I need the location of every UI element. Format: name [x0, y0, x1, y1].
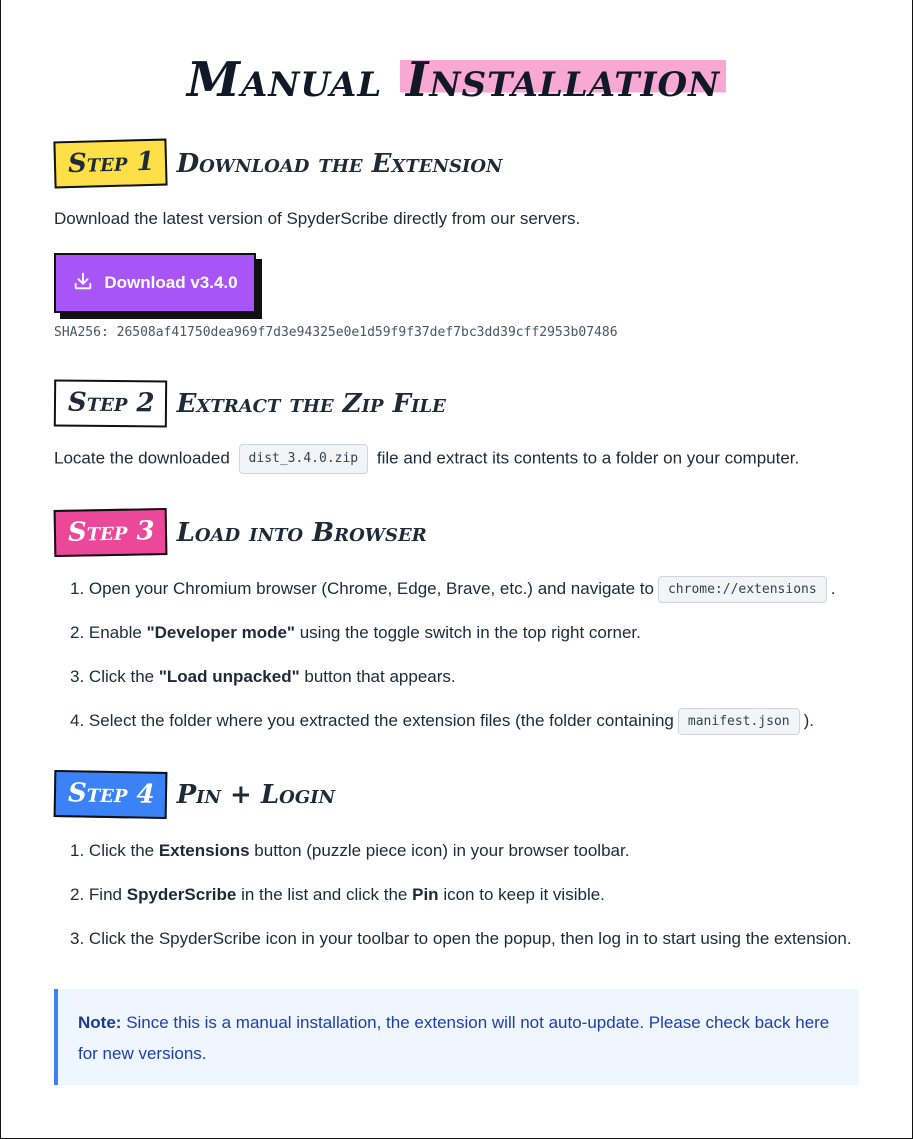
list-item-number: 2.	[70, 885, 85, 904]
spyderscribe-label: SpyderScribe	[126, 885, 237, 904]
list-item-text: Select the folder where you extracted the extension files (the folder containing	[88, 711, 674, 730]
download-button-label: Download v3.4.0	[104, 273, 238, 292]
list-item-text: Enable	[88, 623, 142, 642]
step1-badge: Step 1	[53, 139, 167, 189]
title-prefix: Manual	[186, 52, 383, 108]
list-item-number: 1.	[70, 579, 85, 598]
sha256-hash: SHA256: 26508af41750dea969f7d3e94325e0e1d59f9f37def7bc3dd39cff2953b07486	[54, 325, 618, 340]
step4-header	[54, 771, 335, 818]
developer-mode-label: "Developer mode"	[146, 623, 295, 642]
list-item-number: 2.	[70, 623, 85, 642]
list-item-text: Click the SpyderScribe icon in your toolbar to open the popup, then log in to start using the extension.	[88, 929, 852, 948]
list-item-text: button (puzzle piece icon) in your browser toolbar.	[254, 841, 630, 860]
list-item	[70, 829, 852, 873]
page-title	[0, 52, 913, 108]
list-item-text: Click the	[88, 667, 155, 686]
download-button[interactable]	[54, 253, 256, 313]
list-item-number: 3.	[70, 667, 85, 686]
list-item-text: ).	[803, 711, 815, 730]
title-highlight: Installation	[400, 52, 726, 108]
list-item-text: using the toggle switch in the top right corner.	[299, 623, 641, 642]
step3-list	[70, 567, 835, 743]
list-item	[70, 873, 852, 917]
manifest-json-code: manifest.json	[678, 708, 800, 735]
list-item-text: Find	[88, 885, 122, 904]
load-unpacked-label: "Load unpacked"	[158, 667, 300, 686]
note-label: Note:	[78, 1013, 122, 1032]
list-item-number: 3.	[70, 929, 85, 948]
step2-description	[54, 444, 799, 474]
list-item-text: button that appears.	[304, 667, 456, 686]
list-item-number: 4.	[70, 711, 85, 730]
step1-title: Download the Extension	[176, 148, 503, 179]
step3-badge: Step 3	[54, 508, 167, 557]
step1-description: Download the latest version of SpyderScribe directly from our servers.	[54, 209, 581, 228]
list-item-number: 1.	[70, 841, 85, 860]
pin-label: Pin	[412, 885, 439, 904]
list-item	[70, 699, 835, 743]
list-item-text: icon to keep it visible.	[443, 885, 605, 904]
list-item	[70, 611, 835, 655]
step2-text-before: Locate the downloaded	[54, 448, 230, 468]
step4-list	[70, 829, 852, 961]
list-item-text: Open your Chromium browser (Chrome, Edge, Brave, etc.) and navigate to	[88, 579, 654, 598]
note-text: Since this is a manual installation, the extension will not auto-update. Please check back here for new versions.	[78, 1013, 830, 1063]
list-item	[70, 567, 835, 611]
step2-badge: Step 2	[54, 380, 167, 428]
step2-title: Extract the Zip File	[176, 388, 446, 419]
list-item-text: Click the	[88, 841, 155, 860]
step4-title: Pin + Login	[176, 779, 336, 810]
zip-filename-code: dist_3.4.0.zip	[239, 444, 369, 474]
step3-title: Load into Browser	[176, 517, 427, 548]
step2-text-after: file and extract its contents to a folder on your computer.	[376, 448, 800, 468]
list-item	[70, 917, 852, 961]
list-item	[70, 655, 835, 699]
download-icon	[72, 270, 94, 297]
step4-badge: Step 4	[54, 770, 167, 819]
list-item-text: .	[830, 579, 836, 598]
note-callout	[54, 989, 859, 1085]
step2-header	[54, 380, 446, 427]
step1-header	[54, 140, 503, 187]
chrome-extensions-url-code: chrome://extensions	[658, 576, 827, 603]
step3-header	[54, 509, 427, 556]
extensions-label: Extensions	[158, 841, 250, 860]
list-item-text: in the list and click the	[241, 885, 408, 904]
